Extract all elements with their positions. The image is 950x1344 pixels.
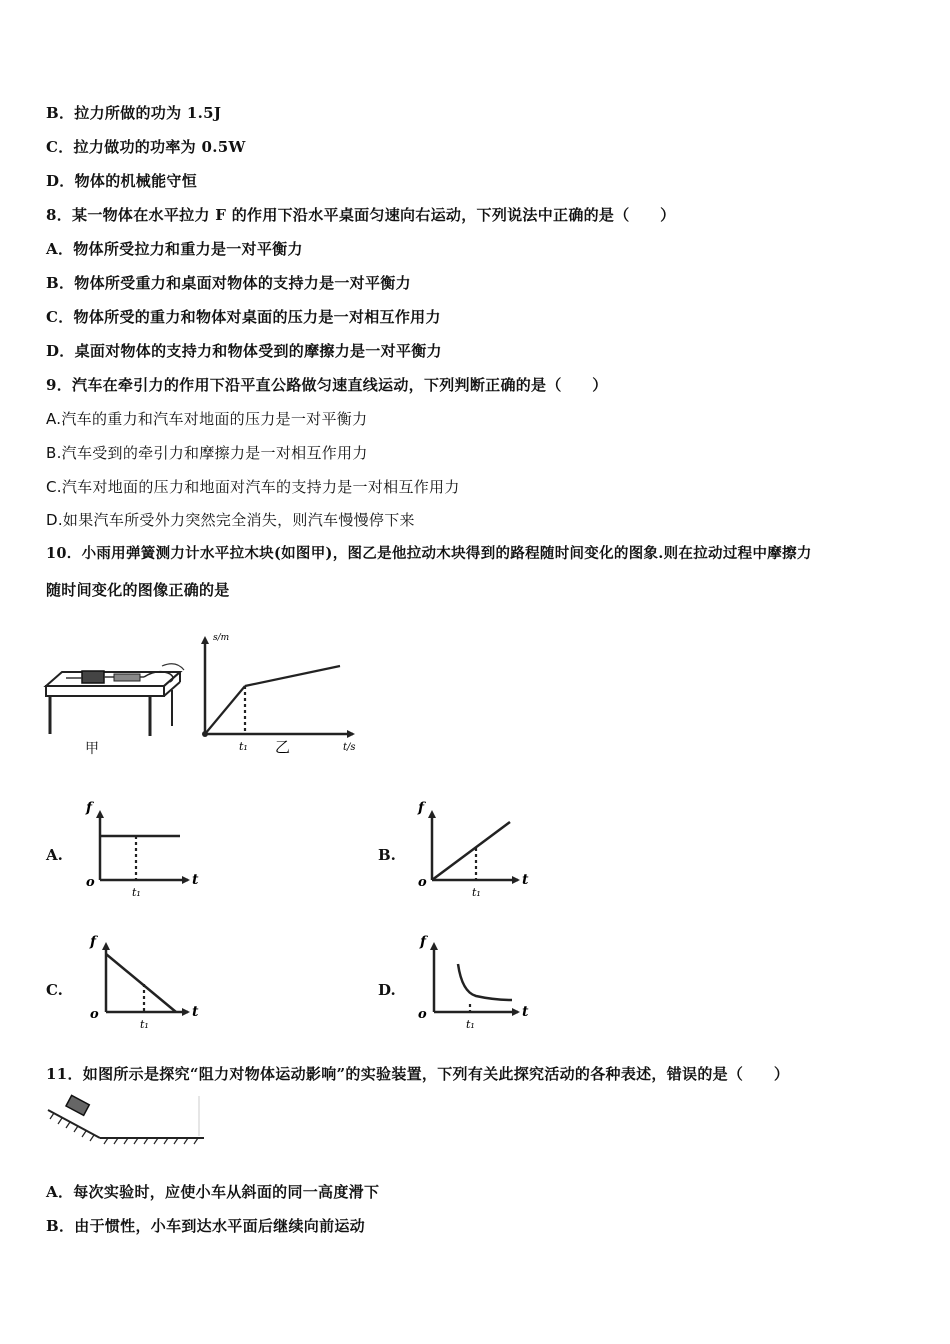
option-b-origin: o (418, 875, 427, 890)
option-a-origin: o (86, 875, 95, 890)
option-c-f-axis: f (90, 934, 97, 950)
q7-option-c: C．拉力做功的功率为 0.5W (46, 138, 246, 156)
figure-yi-y-axis-label: s/m (213, 633, 230, 643)
q8-stem: 8．某一物体在水平拉力 F 的作用下沿水平桌面匀速向右运动，下列说法中正确的是（ ） (46, 206, 676, 224)
option-c-origin: o (90, 1007, 99, 1022)
option-a-f-axis: f (86, 800, 93, 816)
q7-option-d: D．物体的机械能守恒 (46, 172, 198, 190)
figure-yi-x-axis-label: t/s (343, 742, 356, 753)
q8-option-a: A．物体所受拉力和重力是一对平衡力 (46, 240, 303, 258)
q10-stem-line2: 随时间变化的图像正确的是 (46, 581, 230, 599)
q10-option-b-graph (414, 800, 534, 900)
q9-option-d: D.如果汽车所受外力突然完全消失，则汽车慢慢停下来 (46, 511, 415, 529)
q9-option-a: A.汽车的重力和汽车对地面的压力是一对平衡力 (46, 410, 368, 428)
option-d-t-axis: t (522, 1004, 529, 1020)
figure-yi-t1-label: t₁ (239, 740, 248, 753)
q7-option-b: B．拉力所做的功为 1.5J (46, 104, 222, 122)
option-d-f-axis: f (420, 934, 427, 950)
q8-option-c: C．物体所受的重力和物体对桌面的压力是一对相互作用力 (46, 308, 441, 326)
q11-stem: 11．如图所示是探究“阻力对物体运动影响”的实验装置，下列有关此探究活动的各种表述，错误的是（ ） (46, 1065, 790, 1083)
q9-option-c: C.汽车对地面的压力和地面对汽车的支持力是一对相互作用力 (46, 478, 460, 496)
q9-option-b: B.汽车受到的牵引力和摩擦力是一对相互作用力 (46, 444, 368, 462)
option-a-t1: t₁ (132, 886, 141, 899)
q10-option-a-label: A. (46, 846, 63, 864)
option-c-t1: t₁ (140, 1018, 149, 1031)
option-a-t-axis: t (192, 872, 199, 888)
q8-option-b: B．物体所受重力和桌面对物体的支持力是一对平衡力 (46, 274, 411, 292)
q10-option-d-graph (414, 932, 534, 1032)
q10-option-a-graph (84, 800, 204, 900)
option-c-t-axis: t (192, 1004, 199, 1020)
q11-option-b: B．由于惯性，小车到达水平面后继续向前运动 (46, 1217, 365, 1235)
option-b-t1: t₁ (472, 886, 481, 899)
figure-yi-st-graph (195, 628, 365, 758)
q10-option-c-label: C. (46, 981, 63, 999)
option-b-t-axis: t (522, 872, 529, 888)
figure-jia-label: 甲 (85, 741, 99, 757)
figure-yi-label: 乙 (275, 738, 291, 756)
q11-option-a: A．每次实验时，应使小车从斜面的同一高度滑下 (46, 1183, 380, 1201)
q9-stem: 9．汽车在牵引力的作用下沿平直公路做匀速直线运动，下列判断正确的是（ ） (46, 376, 608, 394)
q10-option-b-label: B. (378, 846, 396, 864)
q8-option-d: D．桌面对物体的支持力和物体受到的摩擦力是一对平衡力 (46, 342, 442, 360)
figure-jia-apparatus (44, 664, 194, 759)
option-d-t1: t₁ (466, 1018, 475, 1031)
q10-stem-line1: 10．小雨用弹簧测力计水平拉木块(如图甲)，图乙是他拉动木块得到的路程随时间变化的图象.则在拉动过程中摩擦力 (46, 545, 812, 562)
q10-option-d-label: D. (378, 981, 396, 999)
q11-incline-apparatus (44, 1092, 209, 1152)
option-b-f-axis: f (418, 800, 425, 816)
option-d-origin: o (418, 1007, 427, 1022)
q10-option-c-graph (84, 932, 204, 1032)
